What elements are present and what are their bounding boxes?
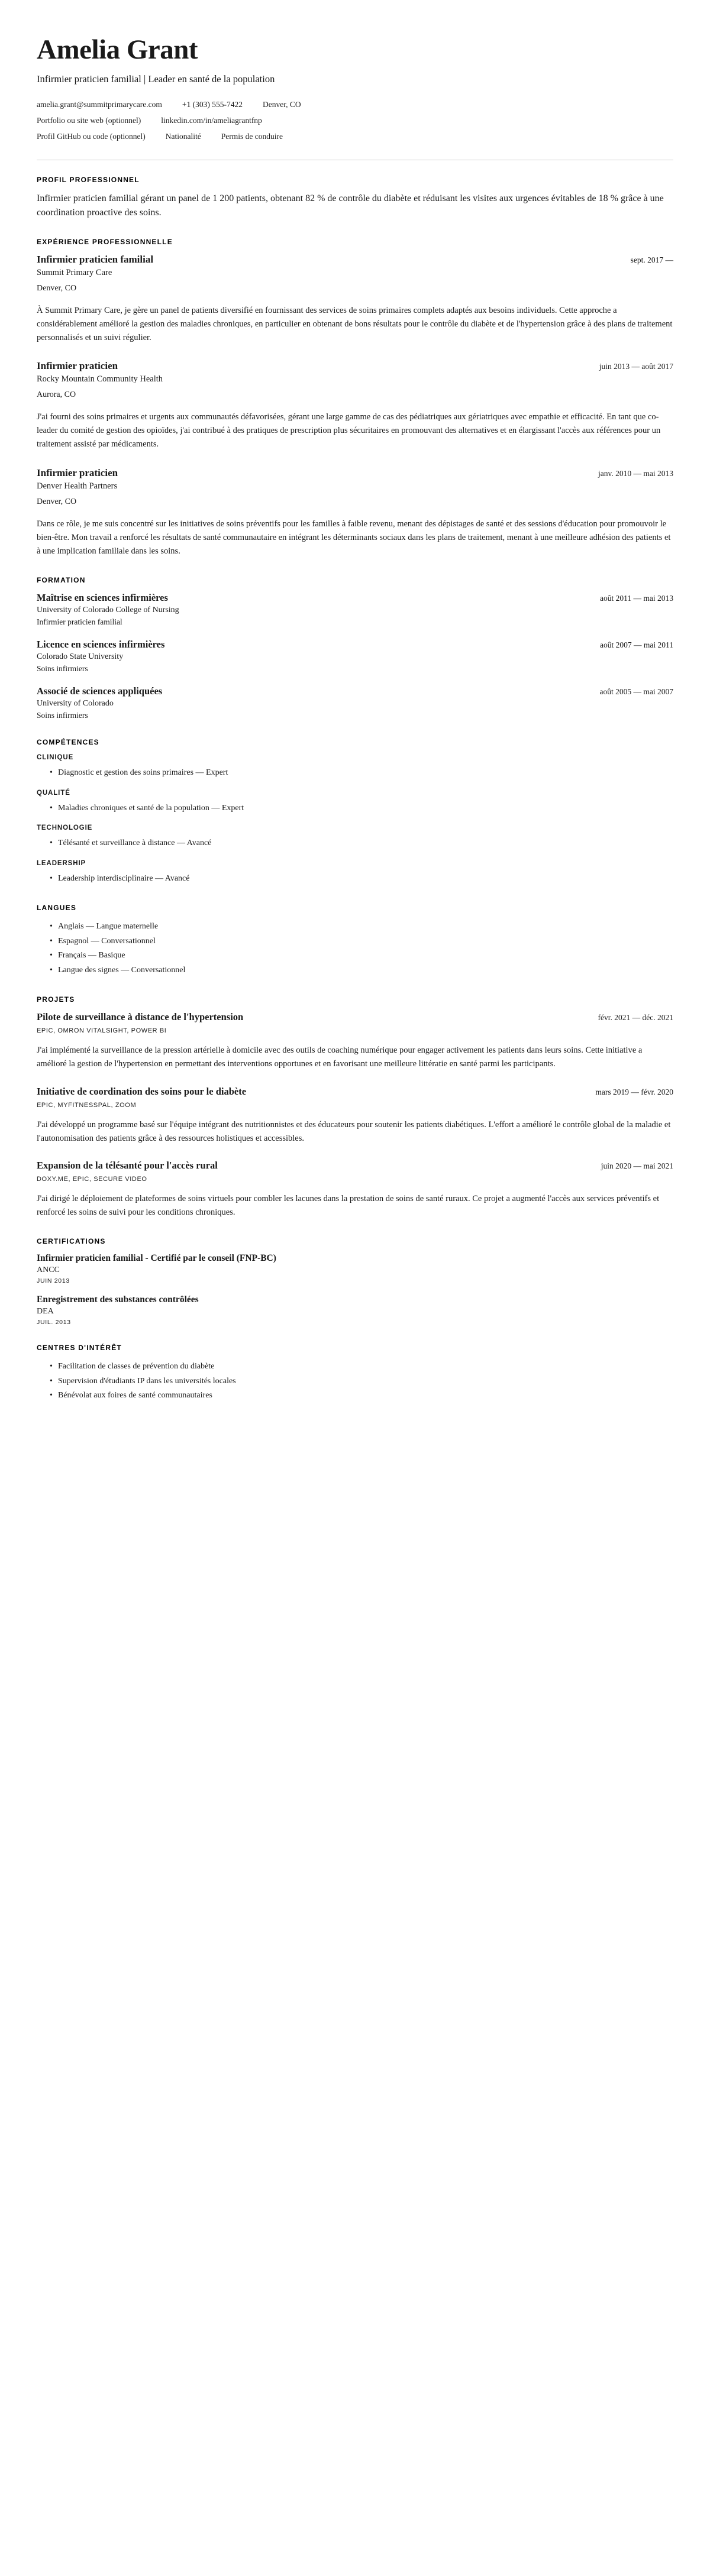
experience-location: Denver, CO [37, 283, 77, 293]
professional-headline: Infirmier praticien familial | Leader en santé de la population [37, 73, 275, 85]
education-field: Soins infirmiers [37, 664, 88, 674]
skill-list [37, 766, 673, 781]
experience-org: Denver Health Partners [37, 481, 118, 491]
experience-org: Summit Primary Care [37, 267, 112, 277]
page-title: Amelia Grant [37, 34, 198, 65]
experience-entry-head [37, 254, 673, 266]
certification-org: ANCC [37, 1266, 60, 1275]
contact-location: Denver, CO [262, 99, 301, 109]
interest-item: • Bénévolat aux foires de santé communautaires [50, 1389, 673, 1403]
skill-item: • Télésanté et surveillance à distance — Avancé [50, 836, 673, 851]
experience-description: À Summit Primary Care, je gère un panel de patients diversifié en fournissant des services de soins primaires complets adaptés aux besoins individuels. Cette approche a considérablement amélioré la gestion des maladies chroniques, en particulier en obtenant de bons résultats pour le contrôle du diabète et de l'hypertension grâce à des plans de traitement personnalisés et un suivi régulier. [37, 305, 673, 342]
section-title-education: FORMATION [37, 576, 86, 585]
project-date: mars 2019 — févr. 2020 [595, 1087, 673, 1096]
skill-group-title: LEADERSHIP [37, 859, 86, 867]
experience-role: Infirmier praticien [37, 360, 118, 372]
project-description: J'ai dirigé le déploiement de plateformes de soins virtuels pour combler les lacunes dans la prestation de soins de santé ruraux. Ce projet a augmenté l'accès aux services préventifs et renforcé les soins de suivi pour les conditions chroniques. [37, 1193, 660, 1218]
project-name: Pilote de surveillance à distance de l'hypertension [37, 1011, 244, 1023]
experience-org: Rocky Mountain Community Health [37, 374, 163, 384]
education-degree: Associé de sciences appliquées [37, 685, 163, 697]
experience-location: Aurora, CO [37, 390, 76, 400]
education-field: Infirmier praticien familial [37, 617, 122, 627]
contact-linkedin[interactable]: linkedin.com/in/ameliagrantfnp [161, 116, 262, 125]
experience-entry [37, 360, 673, 452]
section-title-experience: EXPÉRIENCE PROFESSIONNELLE [37, 237, 173, 246]
certification-org: DEA [37, 1307, 54, 1316]
experience-location: Denver, CO [37, 497, 77, 506]
section-title-certifications: CERTIFICATIONS [37, 1237, 106, 1246]
education-date: août 2011 — mai 2013 [600, 594, 673, 603]
section-education [37, 576, 673, 720]
education-field: Soins infirmiers [37, 711, 88, 720]
education-school: University of Colorado [37, 699, 114, 708]
contact-row-1 [37, 99, 673, 111]
contact-github[interactable]: Profil GitHub ou code (optionnel) [37, 132, 146, 141]
skill-list [37, 836, 673, 851]
skill-group-title: QUALITÉ [37, 789, 70, 797]
resume-header [37, 35, 673, 143]
education-entry [37, 685, 673, 720]
project-entry [37, 1086, 673, 1145]
section-title-skills: COMPÉTENCES [37, 738, 99, 747]
contact-portfolio[interactable]: Portfolio ou site web (optionnel) [37, 116, 141, 125]
project-tools: DOXY.ME, EPIC, SECURE VIDEO [37, 1175, 147, 1183]
certification-name: Enregistrement des substances contrôlées [37, 1295, 199, 1305]
certification-date: JUIN 2013 [37, 1277, 70, 1285]
certification-date: JUIL. 2013 [37, 1319, 71, 1326]
project-entry [37, 1011, 673, 1071]
skill-list [37, 801, 673, 816]
experience-description: J'ai fourni des soins primaires et urgents aux communautés défavorisées, gérant une large gamme de cas des pédiatriques aux gériatriques avec empathie et efficacité. En tant que co-leader du comité de gestion des opioïdes, j'ai contribué à des pratiques de prescription plus sécuritaires en promouvant des alternatives et en élargissant l'accès aux références pour un traitement assisté par médicaments. [37, 412, 661, 449]
contact-nationality: Nationalité [165, 132, 201, 141]
section-title-projects: PROJETS [37, 995, 75, 1004]
skill-item: • Diagnostic et gestion des soins primaires — Expert [50, 766, 673, 781]
experience-date: juin 2013 — août 2017 [599, 362, 673, 371]
summary-text: Infirmier praticien familial gérant un panel de 1 200 patients, obtenant 82 % de contrôle du diabète et réduisant les visites aux urgences évitables de 18 % grâce à une coordination proactive des soins. [37, 193, 664, 218]
skill-group-qualite [37, 789, 673, 816]
project-name: Initiative de coordination des soins pour le diabète [37, 1085, 247, 1097]
section-experience [37, 238, 673, 559]
project-tools: EPIC, OMRON VITALSIGHT, POWER BI [37, 1027, 167, 1035]
education-degree: Maîtrise en sciences infirmières [37, 592, 168, 604]
education-entry-head [37, 685, 673, 697]
certification-entry [37, 1295, 673, 1326]
contact-phone[interactable]: +1 (303) 555-7422 [182, 99, 243, 109]
education-entry-head [37, 639, 673, 651]
education-school: Colorado State University [37, 652, 124, 662]
certification-entry [37, 1253, 673, 1284]
project-name: Expansion de la télésanté pour l'accès rural [37, 1159, 218, 1171]
project-description: J'ai développé un programme basé sur l'équipe intégrant des nutritionnistes et des éducateurs pour soutenir les patients diabétiques. L'effort a amélioré le contrôle global de la maladie et l'autonomisation des patients grâce à des ressources holistiques et accessibles. [37, 1119, 671, 1143]
section-title-summary: PROFIL PROFESSIONNEL [37, 175, 140, 184]
education-entry [37, 592, 673, 627]
experience-entry-head [37, 467, 673, 479]
section-languages [37, 904, 673, 978]
section-title-languages: LANGUES [37, 904, 77, 912]
experience-role: Infirmier praticien familial [37, 253, 154, 265]
experience-entry [37, 254, 673, 345]
language-item: • Espagnol — Conversationnel [50, 934, 673, 949]
project-entry [37, 1160, 673, 1219]
education-entry [37, 639, 673, 674]
certification-name: Infirmier praticien familial - Certifié par le conseil (FNP-BC) [37, 1253, 276, 1264]
language-item: • Français — Basique [50, 949, 673, 963]
education-degree: Licence en sciences infirmières [37, 639, 165, 651]
project-entry-head [37, 1086, 673, 1098]
interest-item: • Supervision d'étudiants IP dans les universités locales [50, 1374, 673, 1389]
section-certifications [37, 1237, 673, 1326]
education-date: août 2007 — mai 2011 [600, 640, 673, 650]
language-item: • Anglais — Langue maternelle [50, 920, 673, 934]
project-date: févr. 2021 — déc. 2021 [598, 1013, 673, 1022]
skill-group-title: CLINIQUE [37, 754, 74, 762]
experience-date: sept. 2017 — [630, 255, 673, 264]
language-item: • Langue des signes — Conversationnel [50, 963, 673, 978]
skill-item: • Leadership interdisciplinaire — Avancé [50, 872, 673, 886]
education-date: août 2005 — mai 2007 [599, 687, 673, 697]
skill-group-clinique [37, 754, 673, 781]
contact-email[interactable]: amelia.grant@summitprimarycare.com [37, 99, 162, 109]
experience-description: Dans ce rôle, je me suis concentré sur les initiatives de soins préventifs pour les familles à faible revenu, menant des dépistages de santé et des sessions d'éducation pour promouvoir le bien-être. Mon travail a renforcé les résultats de santé communautaire en intégrant les déterminants sociaux dans les plans de traitement, menant à une meilleure adhésion des patients et à une implication familiale dans les soins. [37, 519, 671, 556]
section-interests [37, 1344, 673, 1403]
contact-row-3 [37, 131, 673, 143]
interest-list [37, 1360, 673, 1403]
project-tools: EPIC, MYFITNESSPAL, ZOOM [37, 1101, 137, 1109]
project-description: J'ai implémenté la surveillance de la pression artérielle à domicile avec des outils de coaching numérique pour engager activement les patients dans leurs soins. Cette initiative a amélioré la gestion de l'hypertension en permettant des interventions opportunes et en favorisant une meilleure littératie en santé parmi les participants. [37, 1046, 643, 1069]
experience-date: janv. 2010 — mai 2013 [598, 468, 673, 478]
project-date: juin 2020 — mai 2021 [601, 1161, 673, 1170]
skill-group-leadership [37, 860, 673, 886]
section-title-interests: CENTRES D'INTÉRÊT [37, 1344, 122, 1352]
language-list [37, 920, 673, 978]
skill-group-technologie [37, 824, 673, 851]
experience-entry-head [37, 360, 673, 372]
skill-list [37, 872, 673, 886]
section-projects [37, 995, 673, 1219]
skill-item: • Maladies chroniques et santé de la population — Expert [50, 801, 673, 816]
experience-entry [37, 467, 673, 559]
section-skills [37, 738, 673, 886]
skill-group-title: TECHNOLOGIE [37, 824, 93, 832]
interest-item: • Facilitation de classes de prévention du diabète [50, 1360, 673, 1374]
contact-driving-licence: Permis de conduire [221, 132, 283, 141]
contact-row-2 [37, 115, 673, 127]
education-school: University of Colorado College of Nursing [37, 606, 179, 615]
education-entry-head [37, 592, 673, 604]
project-entry-head [37, 1160, 673, 1172]
section-summary [37, 176, 673, 220]
project-entry-head [37, 1011, 673, 1023]
experience-role: Infirmier praticien [37, 467, 118, 478]
